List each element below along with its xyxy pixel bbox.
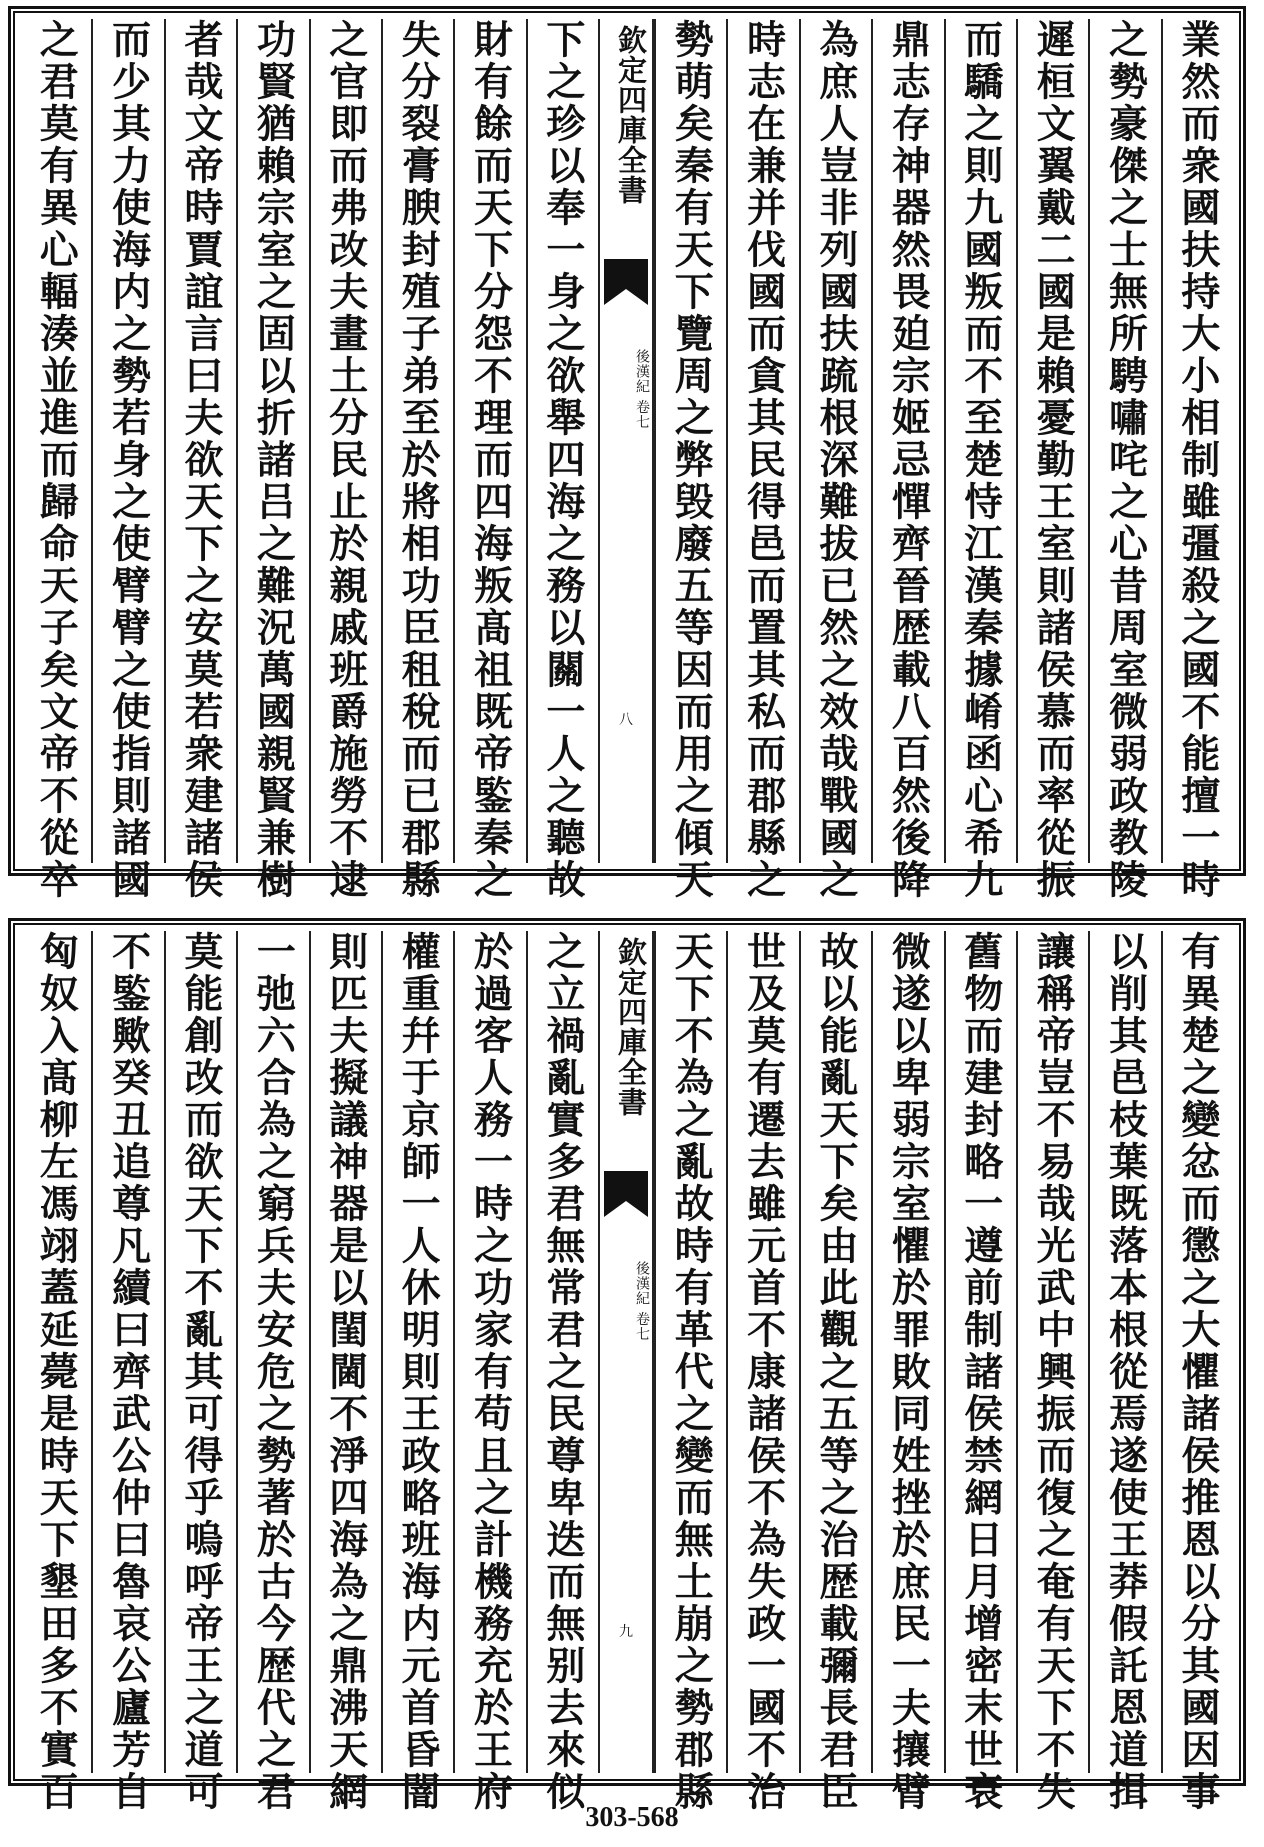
text-column: 天下不為之亂故時有革代之變而無土崩之勢郡縣 (654, 931, 726, 1773)
text-column: 以削其邑枝葉既落本根從焉遂使王莽假託恩道揖 (1088, 931, 1160, 1773)
center-gutter (598, 19, 654, 863)
fish-tail-mark-icon (604, 1171, 648, 1231)
text-column: 舊物而建封略一遵前制諸侯禁網日月增密末世衰 (944, 931, 1016, 1773)
text-column: 讓稱帝豈不易哉光武中興振而復之奄有天下不失 (1016, 931, 1088, 1773)
text-column: 業然而衆國扶持大小相制雖彊殺之國不能擅一時 (1161, 19, 1233, 863)
gutter-book-title: 欽定四庫全書 (614, 25, 648, 205)
top-page-panel (8, 6, 1246, 901)
center-gutter (598, 931, 654, 1773)
text-column: 下之珍以奉一身之欲舉四海之務以關一人之聽故 (526, 19, 598, 863)
text-column: 權重幷于京師一人休明則王政略班海内元首昏闇 (381, 931, 453, 1773)
gutter-page-number: 九 (619, 1624, 633, 1640)
text-column: 則匹夫擬議神器是以閨閫不淨四海為之鼎沸天網 (309, 931, 381, 1773)
text-column: 而驕之則九國叛而不至楚恃江漢秦據崤函心希九 (944, 19, 1016, 863)
text-column: 而少其力使海内之勢若身之使臂臂之使指則諸國 (91, 19, 163, 863)
text-column: 微遂以卑弱宗室懼於罪敗同姓挫於庶民一夫攘臂 (871, 931, 943, 1773)
text-column: 財有餘而天下分怨不理而四海叛髙祖既帝鍳秦之 (453, 19, 525, 863)
top-text-columns (21, 19, 1233, 901)
fish-tail-mark-icon (604, 259, 648, 319)
text-column: 世及莫有遷去雖元首不康諸侯不為失政一國不治 (726, 931, 798, 1773)
text-column: 之君莫有異心輻湊並進而歸命天子矣文帝不從卒 (33, 19, 80, 901)
text-column: 之勢豪傑之士無所騁嘯咤之心昔周室微弱政教陵 (1088, 19, 1160, 863)
text-column: 之官即而弗改夫畫土分民止於親戚班爵施勞不逮 (309, 19, 381, 863)
text-column: 遲桓文翼戴二國是賴憂勤王室則諸侯慕而率從振 (1016, 19, 1088, 863)
gutter-book-title: 欽定四庫全書 (614, 937, 648, 1117)
text-column: 莫能創改而欲天下不亂其可得乎嗚呼帝王之道可 (164, 931, 236, 1773)
text-column: 匈奴入髙柳左馮翊蓋延薨是時天下墾田多不實百 (33, 931, 80, 1813)
text-column: 於過客人務一時之功家有苟且之計機務充於王府 (453, 931, 525, 1773)
gutter-page-number: 八 (619, 712, 633, 728)
text-column: 勢萌矣秦有天下覽周之弊毁廢五等因而用之傾天 (654, 19, 726, 863)
text-column: 鼎志存神器然畏廹宗姬忌憚齊晉歴載八百然後降 (871, 19, 943, 863)
text-column: 一弛六合為之窮兵夫安危之勢著於古今歴代之君 (236, 931, 308, 1773)
gutter-chapter: 後漢紀 卷七 (634, 349, 650, 430)
text-column: 故以能亂天下矣由此觀之五等之治歴載彌長君臣 (799, 931, 871, 1773)
page-number: 303-568 (585, 1802, 679, 1833)
text-column: 功賢猶賴宗室之固以折諸吕之難況萬國親賢兼樹 (236, 19, 308, 863)
text-column: 有異楚之變忿而懲之大懼諸侯推恩以分其國因事 (1161, 931, 1233, 1773)
gutter-chapter: 後漢紀 卷七 (634, 1261, 650, 1342)
text-column: 不鍳歟癸丑追尊凡續曰齊武公仲曰魯哀公廬芳自 (91, 931, 163, 1773)
text-column: 者哉文帝時賈誼言曰夫欲天下之安莫若衆建諸侯 (164, 19, 236, 863)
text-column: 之立禍亂實多君無常君之民尊卑迭而無别去來似 (526, 931, 598, 1773)
text-column: 失分裂膏腴封殖子弟至於將相功臣租稅而已郡縣 (381, 19, 453, 863)
bottom-text-columns (21, 931, 1233, 1813)
bottom-page-panel (8, 918, 1246, 1813)
text-column: 為庶人豈非列國扶䟽根深難拔已然之效哉戰國之 (799, 19, 871, 863)
text-column: 時志在兼并伐國而貪其民得邑而置其私而郡縣之 (726, 19, 798, 863)
